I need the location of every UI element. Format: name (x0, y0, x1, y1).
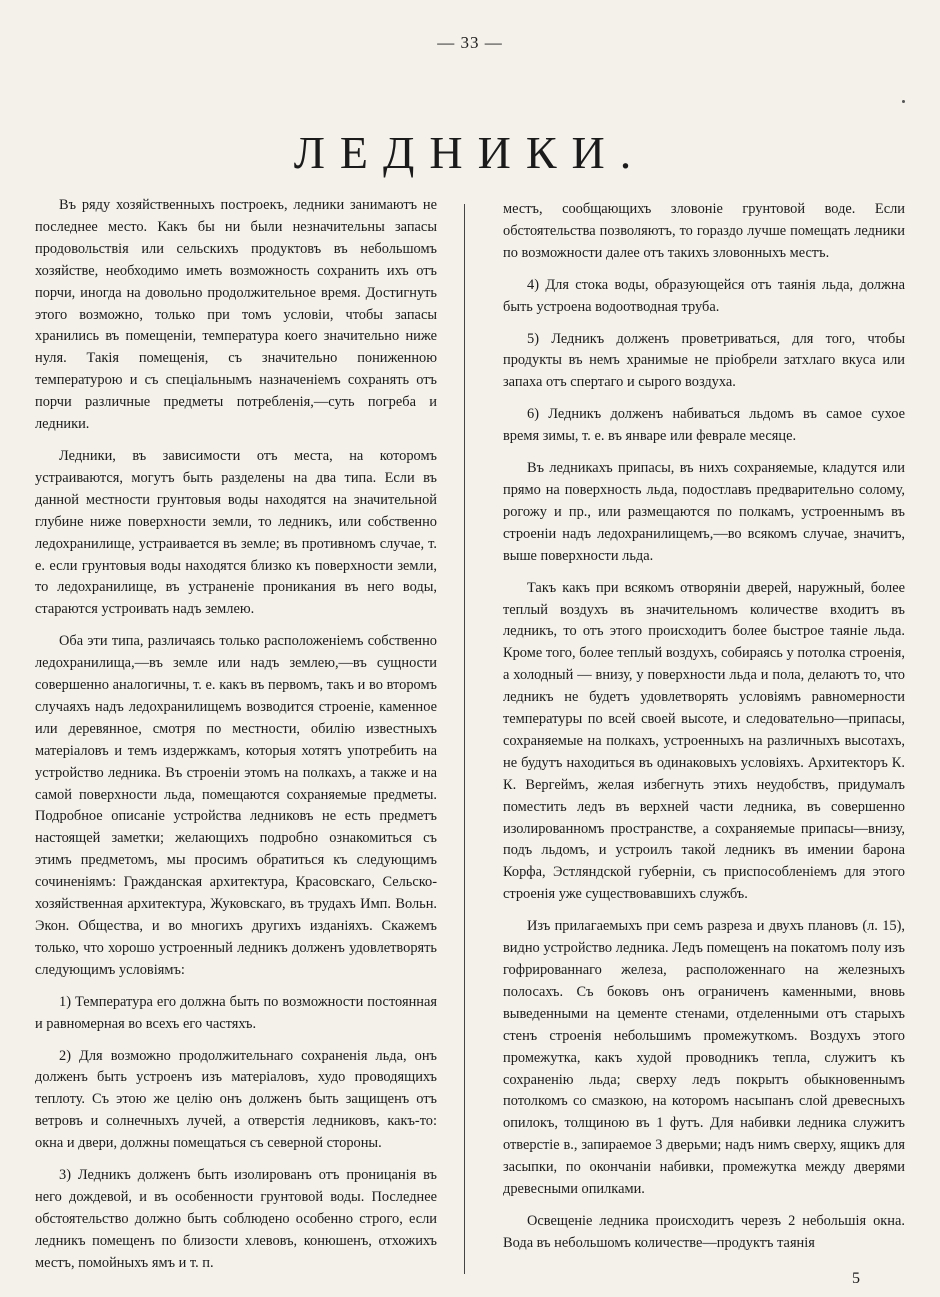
ink-dot (902, 100, 905, 103)
paragraph: 4) Для стока воды, образующейся отъ таянія льда, должна быть устроена водоотводная труба. (503, 276, 905, 315)
page-number: — 33 — (437, 33, 503, 52)
paragraph: Въ ряду хозяйственныхъ построекъ, ледники занимаютъ не последнее место. Какъ бы ни были незначительны запасы продовольствія или сельскихъ продуктовъ въ небольшомъ хозяйстве, необходимо иметь возможность сохранить ихъ отъ порчи, иногда на довольно продолжительное время. Достигнуть этого возможно, только при томъ условіи, чтобы запасы хранились въ помещеніи, температура коего значительно ниже нуля. Такія помещенія, съ значительно пониженною температурою и съ спеціальнымъ назначеніемъ сохранять отъ порчи различные предметы потребленія,—суть погреба и ледники. (35, 197, 437, 433)
paragraph: Такъ какъ при всякомъ отворяніи дверей, наружный, более теплый воздухъ въ значительномъ количестве входитъ въ ледникъ, то отъ этого происходитъ более быстрое таяніе льда. Кроме того, более теплый воздухъ, собираясь у потолка строенія, а холодный — внизу, у поверхности льда и пола, делаютъ то, что ледникъ не будетъ удовлетворять условіямъ равномерности температуры по всей своей высоте, и следовательно—припасы, сохраняемые на полкахъ, устроенныхъ на различныхъ высотахъ, не будутъ находиться въ одинаковыхъ условіяхъ. Архитекторъ К. К. Вергеймъ, желая избегнуть этихъ неудобствъ, придумалъ поместить ледъ въ верхней части ледника, въ совершенно изолированномъ пространстве, а сохраняемые припасы—внизу, подъ льдомъ, и устроилъ такой ледникъ въ имении барона Корфа, Эстляндской губерніи, съ приспособленіемъ для этого строенія уже существовавшихъ службъ. (503, 579, 905, 903)
right-column (503, 199, 905, 1265)
left-column (35, 195, 437, 1285)
paragraph: местъ, сообщающихъ зловоніе грунтовой воде. Если обстоятельства позволяютъ, то гораздо лучше помещать ледники по возможности далее отъ такихъ зловонныхъ местъ. (503, 201, 905, 261)
paragraph: Оба эти типа, различаясь только расположеніемъ собственно ледохранилища,—въ земле или надъ землею,—въ сущности совершенно аналогичны, т. е. какъ въ первомъ, такъ и во второмъ случаяхъ надъ ледохранилищемъ возводится строеніе, каменное или деревянное, смотря по местности, обилію известныхъ матеріаловъ и темъ издержкамъ, которыя хотятъ употребить на устройство ледника. Въ строеніи этомъ на полкахъ, а также и на самой поверхности льда, помещаются сохраняемые предметы. Подробное описаніе устройства ледниковъ не есть предметъ настоящей заметки; желающихъ подробно ознакомиться съ этимъ предметомъ, мы просимъ обратиться къ следующимъ сочиненіямъ: Гражданская архитектура, Красовскаго, Сельско-хозяйственная архитектура, Жуковскаго, въ трудахъ Имп. Вольн. Экон. Общества, и во многихъ другихъ изданіяхъ. Скажемъ только, что хорошо устроенный ледникъ долженъ удовлетворять следующимъ условіямъ: (35, 633, 437, 978)
paragraph: Изъ прилагаемыхъ при семъ разреза и двухъ плановъ (л. 15), видно устройство ледника. Ледъ помещенъ на покатомъ полу изъ гофрированнаго железа, расположеннаго на железныхъ полосахъ. Съ боковъ онъ ограниченъ каменными, вновь выведенными на цементе стенами, отделенными отъ старыхъ стенъ строенія небольшимъ промежуткомъ. Воздухъ этого промежутка, какъ худой проводникъ тепла, служитъ къ сохраненію льда; сверху ледъ покрытъ обыкновеннымъ потолкомъ со смазкою, на которомъ насыпанъ слой древесныхъ опилокъ, толщиною въ 1 футъ. Для набивки ледника служитъ отверстіе в., запираемое 3 дверьми; надъ нимъ сверху, ящикъ для засыпки, по окончаніи набивки, промежутка между дверями древесными опилками. (503, 918, 905, 1198)
column-divider (464, 204, 465, 1274)
paragraph: Ледники, въ зависимости отъ места, на которомъ устраиваются, могутъ быть разделены на два типа. Если въ данной местности грунтовыя воды находятся на значительной глубине ниже поверхности земли, то ледникъ, или собственно ледохранилище, устраивается въ земле; въ противномъ случае, т. е. если грунтовыя воды находятся близко къ поверхности земли, то ледохранилище, въ устраненіе проникания въ него воды, стараются устроивать надъ землею. (35, 447, 437, 618)
paragraph: Освещеніе ледника происходитъ черезъ 2 небольшія окна. Вода въ небольшомъ количестве—продуктъ таянія (503, 1212, 905, 1251)
article-title: ЛЕДНИКИ. (293, 127, 647, 178)
paragraph: 1) Температура его должна быть по возможности постоянная и равномерная во всехъ его частяхъ. (35, 993, 437, 1032)
folio-number: 5 (852, 1270, 860, 1287)
paragraph: Въ ледникахъ припасы, въ нихъ сохраняемые, кладутся или прямо на поверхность льда, подостлавъ предварительно солому, рогожу и пр., или размещаются по полкамъ, устроеннымъ въ строеніи надъ ледохранилищемъ,—во всякомъ случае, значитъ, выше поверхности льда. (503, 460, 905, 564)
paragraph: 6) Ледникъ долженъ набиваться льдомъ въ самое сухое время зимы, т. е. въ январе или феврале месяце. (503, 406, 905, 445)
paragraph: 5) Ледникъ долженъ проветриваться, для того, чтобы продукты въ немъ хранимые не пріобрели затхлаго вкуса или запаха отъ спертаго и сырого воздуха. (503, 330, 905, 391)
paragraph: 2) Для возможно продолжительнаго сохраненія льда, онъ долженъ быть устроенъ изъ матеріаловъ, худо проводящихъ теплоту. Съ этою же целію онъ долженъ быть защищенъ отъ ветровъ и солнечныхъ лучей, а отверстія ледниковъ, какъ-то: окна и двери, должны помещаться съ северной стороны. (35, 1047, 437, 1152)
paragraph: 3) Ледникъ долженъ быть изолированъ отъ проницанія въ него дождевой, и въ особенности грунтовой воды. Последнее обстоятельство должно быть соблюдено особенно строго, если ледникъ помещенъ по близости хлевовъ, конюшенъ, отхожихъ местъ, помойныхъ ямъ и т. п. (35, 1167, 437, 1271)
